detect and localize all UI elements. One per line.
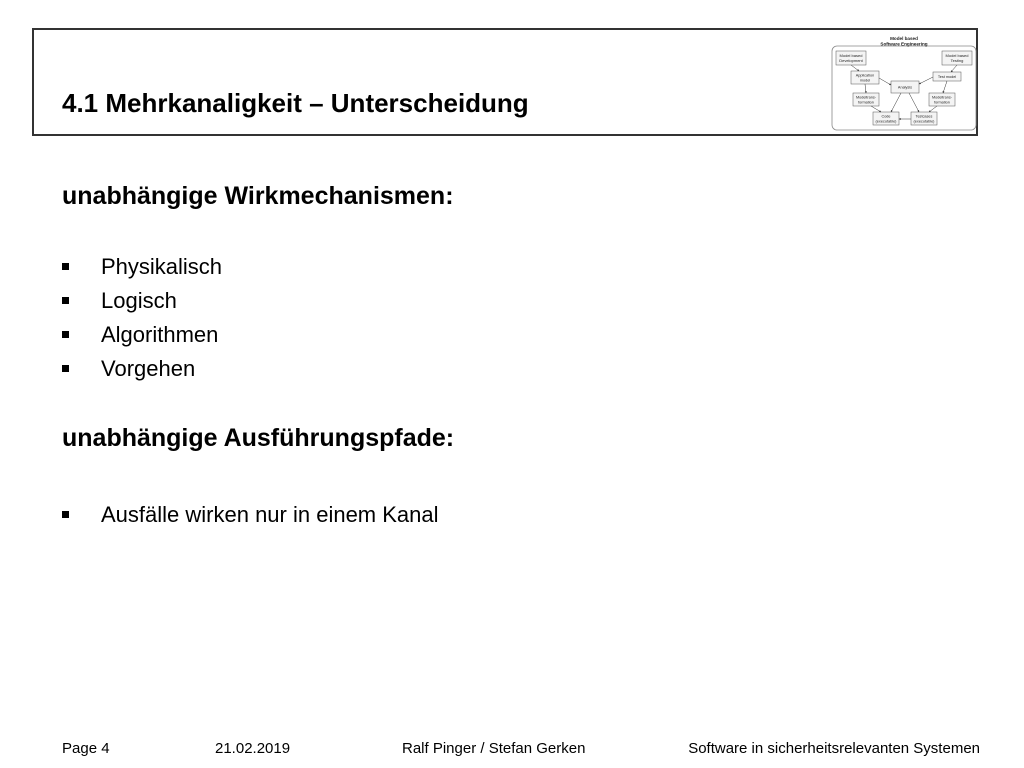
footer-course-title: Software in sicherheitsrelevanten Systemen (688, 740, 980, 757)
section-heading-mechanisms: unabhängige Wirkmechanismen: (62, 182, 454, 210)
node-mbd-line2: Development (839, 58, 863, 63)
mbse-diagram-svg (831, 34, 977, 132)
list-item-text: Physikalisch (101, 254, 223, 279)
arrow-application-analysis (879, 78, 891, 85)
footer-authors: Ralf Pinger / Stefan Gerken (402, 740, 586, 757)
node-mt-right-line1: Modeltrans- (931, 95, 953, 100)
node-mbt-line2: Testing (950, 58, 964, 63)
node-analysis-label: Analysis (897, 85, 913, 90)
arrow-mbd-application (851, 65, 859, 71)
list-item-text: Ausfälle wirken nur in einem Kanal (101, 502, 439, 527)
node-testcases-line1: Testcases (915, 114, 933, 119)
square-bullet-icon (62, 331, 69, 338)
diagram-title-line1: Model based (890, 36, 918, 41)
arrow-mbt-testmodel (951, 65, 957, 72)
node-mt-right-line2: formation (934, 100, 950, 105)
arrow-testmodel-analysis (919, 77, 933, 84)
square-bullet-icon (62, 263, 69, 270)
list-item-text: Vorgehen (101, 356, 196, 381)
node-mbt-line1: Model based (945, 53, 969, 58)
node-code-line1: Code (881, 114, 891, 119)
square-bullet-icon (62, 511, 69, 518)
section-heading-execution-paths: unabhängige Ausführungspfade: (62, 424, 455, 452)
arrow-analysis-code (891, 93, 901, 112)
arrow-mtleft-code (871, 106, 881, 112)
node-app-line2: model (859, 78, 871, 83)
arrow-testmodel-mtright (943, 81, 947, 93)
node-mbd-line1: Model based (839, 53, 863, 58)
slide-title: 4.1 Mehrkanaligkeit – Unterscheidung (62, 88, 529, 118)
node-testcases-line2: (executable) (913, 119, 935, 124)
header-box (32, 28, 978, 136)
footer-date: 21.02.2019 (215, 740, 291, 757)
node-code-line2: (executable) (875, 119, 897, 124)
list-item-text: Logisch (101, 288, 177, 313)
node-mt-left-line2: formation (858, 100, 874, 105)
arrow-application-mtleft (865, 84, 866, 93)
node-test-model-label: Test model (937, 75, 957, 79)
square-bullet-icon (62, 297, 69, 304)
arrow-analysis-testcases (909, 93, 919, 112)
footer-page-number: Page 4 (62, 740, 110, 757)
list-item-text: Algorithmen (101, 322, 219, 347)
node-app-line1: Application (855, 73, 875, 78)
square-bullet-icon (62, 365, 69, 372)
node-mt-left-line1: Modeltrans- (855, 95, 877, 100)
diagram-title-line2: Software Engineering (880, 41, 928, 47)
arrow-mtright-testcases (929, 106, 937, 112)
mbse-diagram (831, 34, 977, 132)
